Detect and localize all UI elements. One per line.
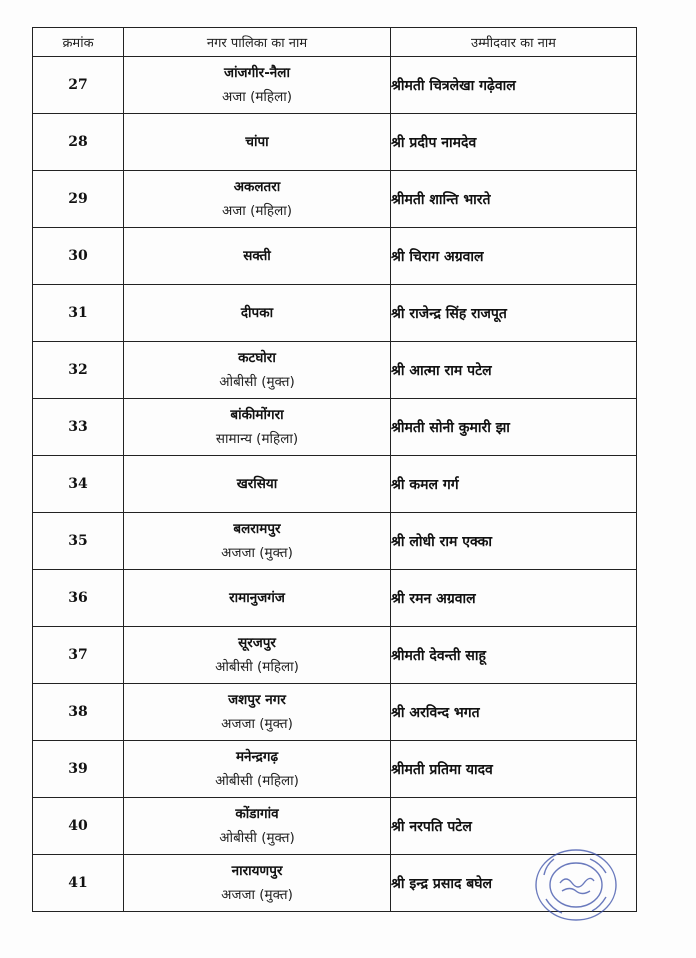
table-row	[33, 627, 637, 684]
table-body	[33, 57, 637, 912]
municipality-cell	[124, 684, 391, 741]
municipality-cell	[124, 399, 391, 456]
reservation-category: अजजा (मुक्त)	[221, 716, 293, 732]
candidate-name: श्रीमती प्रतिमा यादव	[391, 741, 637, 798]
serial-number: 35	[33, 513, 124, 570]
municipality-cell	[124, 171, 391, 228]
candidate-name: श्री राजेन्द्र सिंह राजपूत	[391, 285, 637, 342]
serial-number: 36	[33, 570, 124, 627]
municipality-cell	[124, 342, 391, 399]
municipality-cell	[124, 855, 391, 912]
municipality-name: रामानुजगंज	[229, 590, 285, 606]
table-header-row	[33, 28, 637, 57]
serial-number: 38	[33, 684, 124, 741]
municipality-cell	[124, 57, 391, 114]
candidate-name: श्री इन्द्र प्रसाद बघेल	[391, 855, 637, 912]
municipality-name: जांजगीर-नैला	[224, 65, 290, 81]
candidate-name: श्रीमती देवन्ती साहू	[391, 627, 637, 684]
reservation-category: सामान्य (महिला)	[215, 431, 299, 447]
header-candidate: उम्मीदवार का नाम	[391, 28, 637, 57]
candidate-name: श्रीमती सोनी कुमारी झा	[391, 399, 637, 456]
municipality-name: कोंडागांव	[235, 806, 279, 822]
municipality-cell	[124, 570, 391, 627]
header-municipality: नगर पालिका का नाम	[124, 28, 391, 57]
reservation-category: ओबीसी (मुक्त)	[219, 830, 295, 846]
candidate-name: श्री प्रदीप नामदेव	[391, 114, 637, 171]
candidate-name: श्री अरविन्द भगत	[391, 684, 637, 741]
table-row	[33, 513, 637, 570]
municipality-name: सक्ती	[243, 248, 271, 264]
header-serial: क्रमांक	[33, 28, 124, 57]
reservation-category: अजा (महिला)	[221, 89, 293, 105]
candidate-table	[32, 27, 637, 912]
municipality-name: दीपका	[240, 305, 274, 321]
table-row	[33, 399, 637, 456]
table-row	[33, 57, 637, 114]
table-row	[33, 114, 637, 171]
candidate-name: श्री रमन अग्रवाल	[391, 570, 637, 627]
serial-number: 40	[33, 798, 124, 855]
municipality-name: जशपुर नगर	[228, 692, 286, 708]
serial-number: 41	[33, 855, 124, 912]
reservation-category: अजजा (मुक्त)	[221, 545, 293, 561]
candidate-name: श्री लोधी राम एक्का	[391, 513, 637, 570]
table-row	[33, 456, 637, 513]
table-row	[33, 285, 637, 342]
candidate-name: श्री नरपति पटेल	[391, 798, 637, 855]
candidate-name: श्री कमल गर्ग	[391, 456, 637, 513]
serial-number: 37	[33, 627, 124, 684]
municipality-cell	[124, 627, 391, 684]
office-seal-stamp	[530, 845, 622, 925]
serial-number: 33	[33, 399, 124, 456]
municipality-cell	[124, 513, 391, 570]
table-row	[33, 342, 637, 399]
reservation-category: अजजा (मुक्त)	[221, 887, 293, 903]
serial-number: 39	[33, 741, 124, 798]
candidate-name: श्री आत्मा राम पटेल	[391, 342, 637, 399]
municipality-name: खरसिया	[236, 476, 278, 492]
table-row	[33, 570, 637, 627]
reservation-category: ओबीसी (मुक्त)	[219, 374, 295, 390]
municipality-cell	[124, 285, 391, 342]
reservation-category: ओबीसी (महिला)	[215, 659, 299, 675]
serial-number: 27	[33, 57, 124, 114]
serial-number: 29	[33, 171, 124, 228]
reservation-category: अजा (महिला)	[221, 203, 293, 219]
table-row	[33, 741, 637, 798]
serial-number: 31	[33, 285, 124, 342]
candidate-name: श्रीमती शान्ति भारते	[391, 171, 637, 228]
serial-number: 32	[33, 342, 124, 399]
municipality-cell	[124, 741, 391, 798]
municipality-cell	[124, 114, 391, 171]
municipality-name: अकलतरा	[233, 179, 281, 195]
reservation-category: ओबीसी (महिला)	[215, 773, 299, 789]
municipality-name: चांपा	[245, 134, 269, 150]
municipality-name: कटघोरा	[238, 350, 276, 366]
municipality-name: नारायणपुर	[231, 863, 283, 879]
municipality-name: बांकीमोंगरा	[230, 407, 284, 423]
municipality-name: मनेन्द्रगढ़	[235, 749, 279, 765]
municipality-cell	[124, 798, 391, 855]
table-row	[33, 171, 637, 228]
municipality-cell	[124, 456, 391, 513]
serial-number: 28	[33, 114, 124, 171]
serial-number: 30	[33, 228, 124, 285]
municipality-name: बलरामपुर	[233, 521, 281, 537]
municipality-cell	[124, 228, 391, 285]
candidate-name: श्री चिराग अग्रवाल	[391, 228, 637, 285]
table-row	[33, 228, 637, 285]
candidate-name: श्रीमती चित्रलेखा गढ़ेवाल	[391, 57, 637, 114]
municipality-name: सूरजपुर	[238, 635, 276, 651]
table-row	[33, 684, 637, 741]
serial-number: 34	[33, 456, 124, 513]
